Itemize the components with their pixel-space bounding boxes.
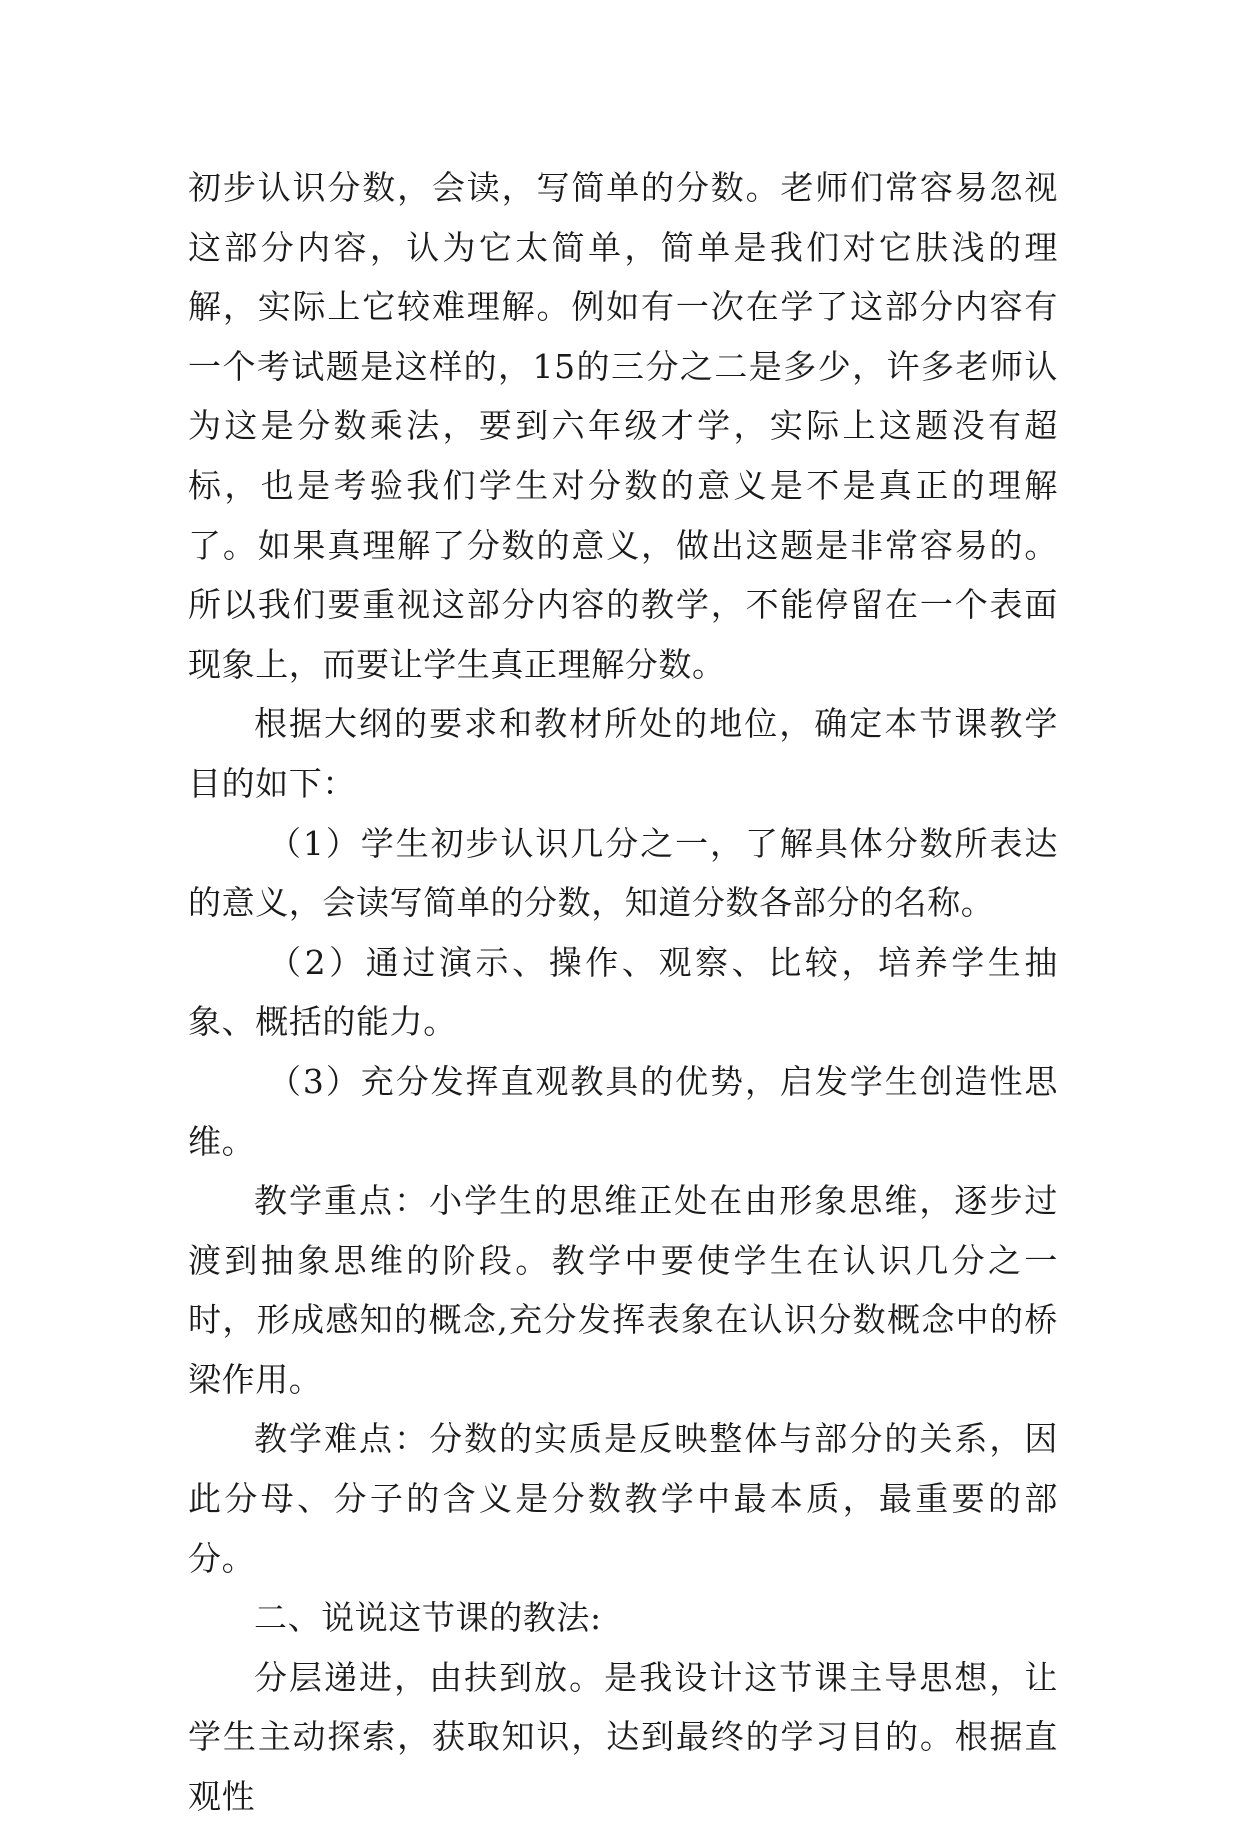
paragraph-teaching-goals-intro: 根据大纲的要求和教材所处的地位，确定本节课教学目的如下： [188,704,1058,803]
document-body [188,158,1058,1827]
section-heading-teaching-method: 二、说说这节课的教法: [254,1598,602,1638]
paragraph-teaching-method: 分层递进，由扶到放。是我设计这节课主导思想，让学生主动探索，获取知识，达到最终的学习目的。根据直观性 [188,1657,1058,1817]
paragraph-goal-1: （1）学生初步认识几分之一，了解具体分数所表达的意义，会读写简单的分数，知道分数各部分的名称。 [188,823,1058,923]
paragraph-key-points: 教学重点：小学生的思维正处在由形象思维，逐步过渡到抽象思维的阶段。教学中要使学生在认识几分之一时，形成感知的概念,充分发挥表象在认识分数概念中的桥梁作用。 [188,1181,1058,1399]
paragraph-difficulties: 教学难点：分数的实质是反映整体与部分的关系，因此分母、分子的含义是分数教学中最本质，最重要的部分。 [188,1419,1058,1578]
paragraph-fraction-intro: 初步认识分数，会读，写简单的分数。老师们常容易忽视这部分内容，认为它太简单，简单是我们对它肤浅的理解，实际上它较难理解。例如有一次在学了这部分内容有一个考试题是这样的，15的三分之二是多少，许多老师认为这是分数乘法，要到六年级才学，实际上这题没有超标，也是考验我们学生对分数的意义是不是真正的理解了。如果真理解了分数的意义，做出这题是非常容易的。所以我们要重视这部分内容的教学，不能停留在一个表面现象上，而要让学生真正理解分数。 [188,168,1058,684]
paragraph-goal-2: （2）通过演示、操作、观察、比较，培养学生抽象、概括的能力。 [188,942,1058,1042]
paragraph-goal-3: （3）充分发挥直观教具的优势，启发学生创造性思维。 [188,1061,1058,1161]
